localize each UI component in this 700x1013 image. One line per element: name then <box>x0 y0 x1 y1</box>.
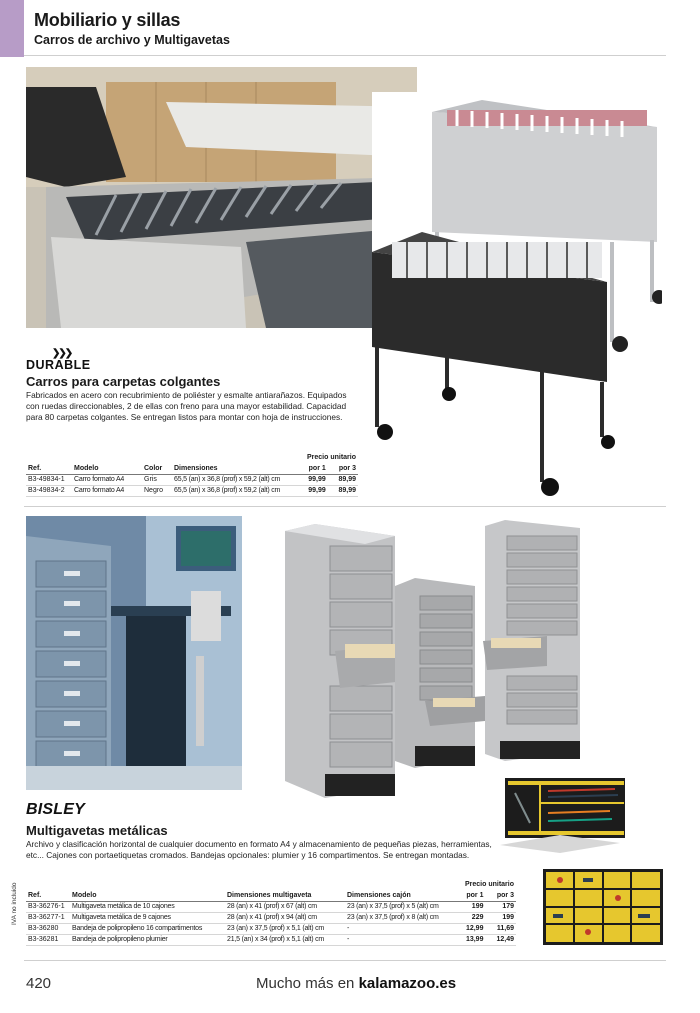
cell-color: Negro <box>142 485 172 496</box>
table-row <box>26 485 358 496</box>
multidrawer-cabinets-photo <box>285 516 585 800</box>
compartment-tray-photo <box>538 866 666 948</box>
section-color-tab <box>0 0 24 57</box>
cell-dimensions: 21,5 (an) x 34 (prof) x 5,1 (alt) cm <box>225 934 345 945</box>
col-dimensions: Dimensiones multigaveta <box>225 890 345 901</box>
col-price-1: por 1 <box>298 463 328 474</box>
page-subtitle: Carros de archivo y Multigavetas <box>34 33 230 47</box>
cell-ref: B3-36276-1 <box>26 901 70 912</box>
col-color: Color <box>142 463 172 474</box>
office-cabinet-photo <box>26 516 242 790</box>
cell-drawer-dimensions: - <box>345 934 455 945</box>
col-drawer-dimensions: Dimensiones cajón <box>345 890 455 901</box>
footer-site-link[interactable]: kalamazoo.es <box>358 975 457 992</box>
col-ref: Ref. <box>26 890 70 901</box>
bisley-brand-logo: BISLEY <box>26 801 85 818</box>
vat-note: IVA no incluido <box>11 882 18 925</box>
cell-ref: B3-36277-1 <box>26 912 70 923</box>
file-carts-photo <box>372 92 662 502</box>
cell-price-3: 199 <box>485 912 516 923</box>
cell-drawer-dimensions: 23 (an) x 37,5 (prof) x 5 (alt) cm <box>345 901 455 912</box>
cell-price-3: 12,49 <box>485 934 516 945</box>
cell-model: Bandeja de polipropileno plumier <box>70 934 225 945</box>
cell-ref: B3-36281 <box>26 934 70 945</box>
header-divider <box>24 55 666 56</box>
durable-brand-logo: DURABLE <box>26 358 91 372</box>
footer-text: Mucho más en <box>256 975 355 992</box>
multidrawer-price-table <box>26 879 516 946</box>
footer-divider <box>24 960 666 961</box>
price-header: Precio unitario <box>306 454 356 461</box>
cell-price-1: 12,99 <box>455 923 485 934</box>
cell-drawer-dimensions: 23 (an) x 37,5 (prof) x 8 (alt) cm <box>345 912 455 923</box>
table-row <box>26 474 358 485</box>
cell-model: Bandeja de polipropileno 16 compartimentos <box>70 923 225 934</box>
cell-model: Carro formato A4 <box>72 474 142 485</box>
cell-price-1: 229 <box>455 912 485 923</box>
cell-drawer-dimensions: - <box>345 923 455 934</box>
cell-color: Gris <box>142 474 172 485</box>
table-row <box>26 923 516 934</box>
office-drawer-photo <box>26 67 417 328</box>
table-row <box>26 934 516 945</box>
cell-dimensions: 28 (an) x 41 (prof) x 94 (alt) cm <box>225 912 345 923</box>
col-price-3: por 3 <box>485 890 516 901</box>
carts-description: Fabricados en acero con recubrimiento de poliéster y esmalte antiarañazos. Equipados con ruedas direccionables, 2 de ellas con freno para una mayor estabilidad. Capacidad para 80 carpetas colgantes. Se entregan listos para montar con hoja de instrucciones. <box>26 390 347 422</box>
cell-ref: B3-36280 <box>26 923 70 934</box>
multidrawer-section-title: Multigavetas metálicas <box>26 823 168 838</box>
carts-price-table <box>26 452 358 497</box>
col-price-1: por 1 <box>455 890 485 901</box>
cell-price-1: 13,99 <box>455 934 485 945</box>
table-row <box>26 912 516 923</box>
cell-price-1: 99,99 <box>298 474 328 485</box>
page-title: Mobiliario y sillas <box>34 10 181 30</box>
cell-model: Multigaveta metálica de 9 cajones <box>70 912 225 923</box>
cell-price-3: 179 <box>485 901 516 912</box>
col-model: Modelo <box>70 890 225 901</box>
multidrawer-description: Archivo y clasificación horizontal de cualquier documento en formato A4 y almacenamiento de pequeñas piezas, herramientas, etc... Cajones con portaetiquetas cromados. Bandejas opcionales: plumier y 16 compartimentos. Se entregan montadas. <box>26 839 492 860</box>
col-dimensions: Dimensiones <box>172 463 298 474</box>
cell-ref: B3-49834-2 <box>26 485 72 496</box>
cell-price-1: 199 <box>455 901 485 912</box>
cell-price-3: 89,99 <box>328 485 358 496</box>
cell-model: Carro formato A4 <box>72 485 142 496</box>
cell-dimensions: 28 (an) x 41 (prof) x 67 (alt) cm <box>225 901 345 912</box>
cell-dimensions: 65,5 (an) x 36,8 (prof) x 59,2 (alt) cm <box>172 474 298 485</box>
cell-ref: B3-49834-1 <box>26 474 72 485</box>
price-header: Precio unitario <box>464 881 514 888</box>
col-ref: Ref. <box>26 463 72 474</box>
cell-price-3: 11,69 <box>485 923 516 934</box>
col-model: Modelo <box>72 463 142 474</box>
table-row <box>26 901 516 912</box>
pencil-tray-photo <box>500 773 628 853</box>
cell-dimensions: 65,5 (an) x 36,8 (prof) x 59,2 (alt) cm <box>172 485 298 496</box>
cell-model: Multigaveta metálica de 10 cajones <box>70 901 225 912</box>
page-number: 420 <box>26 975 52 992</box>
section-divider <box>24 506 666 507</box>
table-header-row <box>26 890 516 901</box>
table-header-row <box>26 463 358 474</box>
carts-section-title: Carros para carpetas colgantes <box>26 374 221 389</box>
col-price-3: por 3 <box>328 463 358 474</box>
cell-price-3: 89,99 <box>328 474 358 485</box>
cell-price-1: 99,99 <box>298 485 328 496</box>
durable-logo-mark: ❯❯❯ <box>52 348 72 359</box>
cell-dimensions: 23 (an) x 37,5 (prof) x 5,1 (alt) cm <box>225 923 345 934</box>
footer-tagline <box>256 975 456 992</box>
